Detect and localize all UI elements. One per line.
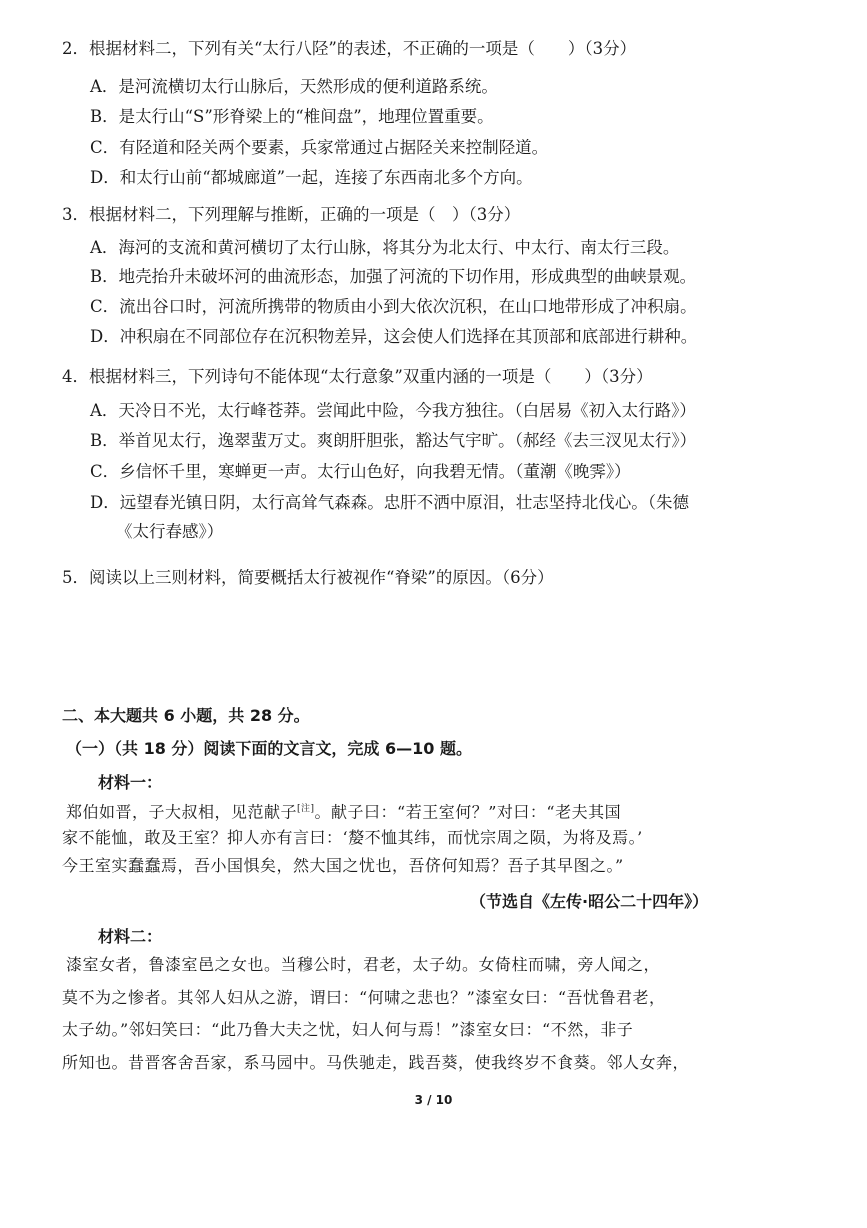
question-3-option-d: D．冲积扇在不同部位存在沉积物差异，这会使人们选择在其顶部和底部进行耕种。 [90, 327, 698, 346]
page-number: 3 / 10 [414, 1093, 453, 1107]
material-1-source: （节选自《左传·昭公二十四年》） [470, 892, 709, 911]
question-2-stem: 2．根据材料二，下列有关“太行八陉”的表述，不正确的一项是（ ）（3分） [62, 39, 637, 58]
question-4-option-d-continued: 《太行春感》） [116, 522, 224, 541]
question-4-option-d: D．远望春光镇日阴，太行高耸气森森。忠肝不洒中原泪，壮志坚持北伐心。（朱德 [90, 493, 689, 512]
material-1-line-2: 家不能恤，敢及王室？抑人亦有言曰：‘嫠不恤其纬，而忧宗周之陨，为将及焉。’ [62, 828, 643, 847]
material-2-line-1: 漆室女者，鲁漆室邑之女也。当穆公时，君老，太子幼。女倚柱而啸，旁人闻之， [66, 955, 661, 974]
question-2-option-c: C．有陉道和陉关两个要素，兵家常通过占据陉关来控制陉道。 [90, 138, 549, 157]
material-1-label: 材料一： [98, 773, 163, 792]
question-4-option-b: B．举首见太行，逸翠蜚万丈。爽朗肝胆张，豁达气宇旷。（郝经《去三汊见太行》） [90, 431, 697, 450]
material-1-line-1-text-b: 。献子曰：“若王室何？”对曰：“老夫其国 [314, 802, 622, 822]
question-4-option-c: C．乡信怀千里，寒蝉更一声。太行山色好，向我碧无情。（董潮《晚霁》） [90, 462, 631, 481]
question-4-stem: 4．根据材料三，下列诗句不能体现“太行意象”双重内涵的一项是（ ）（3分） [62, 367, 653, 386]
material-2-line-3: 太子幼。”邻妇笑曰：“此乃鲁大夫之忧，妇人何与焉！”漆室女曰：“不然，非子 [62, 1020, 634, 1039]
section-2-subtitle: （一）（共 18 分）阅读下面的文言文，完成 6—10 题。 [66, 739, 472, 758]
question-3-option-b: B．地壳抬升未破坏河的曲流形态，加强了河流的下切作用，形成典型的曲峡景观。 [90, 267, 697, 286]
section-2-title: 二、本大题共 6 小题，共 28 分。 [62, 706, 310, 725]
material-1-line-3: 今王室实蠢蠢焉，吾小国惧矣，然大国之忧也，吾侪何知焉？吾子其早图之。” [62, 856, 624, 875]
question-3-stem: 3．根据材料二，下列理解与推断，正确的一项是（ ）（3分） [62, 205, 521, 224]
footnote-marker: [注] [297, 804, 315, 814]
question-2-option-b: B．是太行山“S”形脊梁上的“椎间盘”，地理位置重要。 [90, 107, 494, 126]
material-2-label: 材料二： [98, 927, 163, 946]
question-2-option-a: A．是河流横切太行山脉后，天然形成的便利道路系统。 [90, 77, 498, 96]
question-2-option-d: D．和太行山前“都城廊道”一起，连接了东西南北多个方向。 [90, 168, 533, 187]
material-1-line-1-text-a: 郑伯如晋，子大叔相，见范献子 [66, 802, 298, 822]
material-2-line-2: 莫不为之惨者。其邻人妇从之游，谓曰：“何啸之悲也？”漆室女曰：“吾忧鲁君老， [62, 988, 666, 1007]
question-3-option-c: C．流出谷口时，河流所携带的物质由小到大依次沉积，在山口地带形成了冲积扇。 [90, 297, 697, 316]
material-2-line-4: 所知也。昔晋客舍吾家，系马园中。马佚驰走，践吾葵，使我终岁不食葵。邻人女奔， [62, 1053, 690, 1072]
question-4-option-a: A．天冷日不光，太行峰苍莽。尝闻此中险，今我方独往。（白居易《初入太行路》） [90, 401, 696, 420]
question-3-option-a: A．海河的支流和黄河横切了太行山脉，将其分为北太行、中太行、南太行三段。 [90, 238, 680, 257]
material-1-line-1 [66, 798, 621, 823]
question-5-stem: 5．阅读以上三则材料，简要概括太行被视作“脊梁”的原因。（6分） [62, 568, 554, 587]
